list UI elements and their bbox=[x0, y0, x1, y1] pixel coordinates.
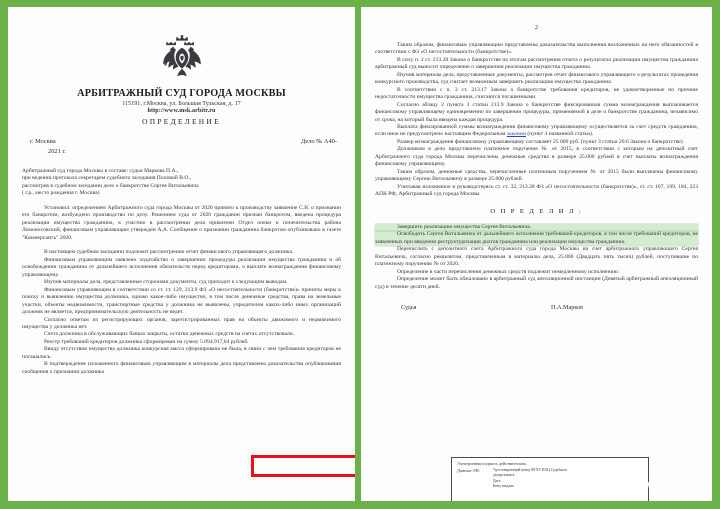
paragraph-text-before: Выплата фиксированной суммы вознаграждения финансовому управляющему осуществляется за счет средств гражданина, если иное не предусмотрено настоящим Федеральным bbox=[375, 123, 698, 138]
paragraph-registry-amount: Реестр требований кредиторов должника сформирован на сумму 5.094.917,64 рублей. bbox=[44, 338, 249, 345]
paragraph: Согласно ответам из регистрирующих органов, зарегистрированных прав на объекты движимого и недвижимого имущества у должника нет. bbox=[22, 316, 341, 330]
paragraph: Должником в дело представлено платежное поручение № от 2015, в соответствии с которым на депозитный счет Арбитражного суда города Москвы перечислены денежные средства в размере 25.000 рублей в счет выплаты вознаграждения финансовому управляющему. bbox=[375, 146, 698, 168]
document-page-2 bbox=[361, 7, 712, 501]
paragraph: Финансовым управляющим заявлено ходатайство о завершении процедуры реализации имущества гражданина и об освобождении гражданина от дальнейшего исполнения обязательств перед кредиторами, о выплате вознаграждения финансовому управляющему. bbox=[22, 256, 341, 278]
paragraph: ( г.р., место рождения г. Москва) bbox=[22, 190, 100, 197]
paragraph: В настоящем судебном заседании подлежит рассмотрению отчет финансового управляющего должника. bbox=[44, 249, 294, 256]
paragraph: Согласно абзацу 2 пункта 3 статьи 213.9 Закона о банкротстве фиксированная сумма вознаграждения выплачивается финансовому управляющему единовременно по завершении процедуры, применяемой в деле о банкротстве гражданина, независимо от срока, на который была введена каждая процедура. bbox=[375, 101, 698, 123]
esign-title: Электронная подпись действительна. bbox=[457, 461, 527, 466]
esign-line: департамента bbox=[493, 473, 515, 478]
document-page-1 bbox=[8, 7, 355, 501]
paragraph: Таким образом, денежные средства, перечисленные платежным поручением № от 2015 были выплачены финансовому управляющему Сергею Витальевичу в размере 25.000 рублей. bbox=[375, 168, 698, 183]
ruling-heading: О П Р Е Д Е Л И Л : bbox=[490, 207, 583, 215]
coat-of-arms-icon bbox=[8, 35, 355, 85]
page1-body bbox=[8, 168, 355, 376]
paragraph: Счета должника в обслуживающих банках закрыты, остатки денежных средств на счетах отсутствовали. bbox=[44, 331, 295, 338]
signature-name: П.А.Марков bbox=[551, 304, 584, 312]
case-meta-row bbox=[8, 138, 355, 145]
court-address: 115191, г.Москва, ул. Большая Тульская, д. 17 bbox=[122, 100, 241, 107]
esign-line: Кому выдана bbox=[493, 484, 514, 489]
document-kind: ОПРЕДЕЛЕНИЕ bbox=[142, 117, 221, 126]
signature-row bbox=[375, 304, 698, 311]
court-url: http://www.msk.arbitr.ru bbox=[147, 108, 216, 114]
paragraph: Размер вознаграждения финансовому управляющему составляет 25 000 руб. (пункт 3 статьи 20.6 Закона о банкротстве). bbox=[397, 138, 685, 145]
case-year: 2021 г. bbox=[48, 148, 66, 155]
page2-body bbox=[361, 42, 712, 312]
page-number: 2 bbox=[534, 24, 539, 31]
esign-values bbox=[493, 468, 567, 490]
paragraph: Перечислить с депозитного счета Арбитражного суда города Москвы на счет арбитражного управляющего Сергея Витальевича, согласно реквизитам, представленным в материалы дела, 25.000 (Двадцать пять тысяч) рублей, поступившие по платежному поручению № от 2020. bbox=[375, 246, 698, 268]
paragraph: В подтверждение изложенного финансовым управляющим в материалы дела представлены доказательства опубликования сообщения о признании должника bbox=[22, 361, 341, 375]
annotation-red-box-amount bbox=[251, 455, 355, 477]
paragraph: Учитывая изложенное и руководствуясь ст. ст. 32, 213.28 ФЗ «О несостоятельности (банкротстве)», ст. ст. 107, 109, 184, 223 АПК РФ, Арбитражный суд города Москвы bbox=[375, 183, 698, 198]
avito-watermark bbox=[600, 463, 708, 497]
paragraph: В силу п. 2 ст. 213.28 Закона о банкротстве по итогам рассмотрения отчета о результатах реализации имущества гражданина арбитражный суд выносит определение о завершении реализации имущества гражданина. bbox=[375, 56, 698, 71]
paragraph: при ведении протокола секретарем судебного заседания Поповой В.О., bbox=[22, 175, 192, 182]
case-number: Дело № А40- bbox=[300, 138, 337, 145]
esign-label: Данные ЭП: bbox=[457, 468, 480, 473]
paragraph: Изучив материалы дела, представленные сторонами документы, суд приходит к следующим выводам. bbox=[44, 279, 288, 286]
paragraph: Ввиду отсутствия имущества должника конкурсная масса сформирована не была, в связи с чем требования кредиторов не погашались. bbox=[22, 346, 341, 360]
paragraph: Финансовым управляющим в соответствии со ст. ст. 129, 213.9 ФЗ «О несостоятельности (банкротстве)» приняты меры к поиску и выявлению имущества должника, однако какое-либо имущество, в том числе денежные средства, права на земельные участки, объекты недвижимости, транспортные средства у должника не выявлены, учредителем каких-либо иных организаций должник не является, предпринимательскую деятельность не ведет. bbox=[22, 286, 341, 316]
frame-border-left bbox=[0, 0, 8, 509]
paragraph: Таким образом, финансовым управляющим представлены доказательства выполнения возложенных на него обязанностей в соответствии с ФЗ «О несостоятельности (банкротстве)». bbox=[375, 42, 698, 56]
esign-line: Удостоверяющий центр ФГБУ ИАЦ Судебного bbox=[493, 468, 568, 472]
city-label: г. Москва bbox=[30, 138, 56, 145]
signature-role: Судья bbox=[401, 304, 417, 312]
paragraph: Изучив материалы дела, представленные документы, рассмотрев отчет финансового управляющего о результатах проведения конкурсного производства, суд считает возможным завершить реализацию имущества гражданина. bbox=[375, 71, 698, 86]
paragraph: Определение может быть обжаловано в арбитражный суд апелляционной инстанции (Девятый арбитражный апелляционный суд) в течение десяти дней. bbox=[375, 276, 698, 290]
highlighted-paragraph-release-debtor: Освободить Сергея Витальевича от дальнейшего исполнения требований кредиторов, в том числе требований кредиторов, не заявленных при введении реструктуризации долгов гражданина или реализации имущества гражданина. bbox=[375, 231, 698, 245]
svg-text:Avito: Avito bbox=[633, 475, 682, 497]
paragraph-with-link bbox=[375, 124, 698, 139]
esign-line: Дата bbox=[493, 478, 501, 483]
paragraph: Установил: определением Арбитражного суда города Москвы от 2020 принято к производству заявление С.В. о признании его банкротом, возбуждено производство по делу. Решением суда от 2020 гражданин признан банкротом, введена процедура реализации имущества гражданина, к участию в рассмотрении дела привлечен Отдел опеки и попечительства района Ломоносовский, финансовым управляющим утвержден А.А. Сообщение о признании гражданина банкротом опубликовано в газете "Коммерсантъ" 2020. bbox=[22, 205, 341, 241]
paragraph: Арбитражный суд города Москвы в составе: судьи Маркова П.А., bbox=[22, 168, 179, 174]
paragraph: В соответствии с п. 3 ст. 213.17 Закона о банкротстве требования кредиторов, не удовлетворенные по причине недостаточности имущества гражданина, считаются погашенными. bbox=[375, 86, 698, 101]
court-title: АРБИТРАЖНЫЙ СУД ГОРОДА МОСКВЫ bbox=[77, 88, 286, 99]
paragraph: рассмотрев в судебном заседании дело о банкротстве Сергея Витальевича bbox=[22, 182, 199, 189]
paragraph: Определение в части перечисления денежных средств подлежит немедленному исполнению. bbox=[397, 268, 620, 275]
highlighted-paragraph-complete-realization: Завершить реализацию имущества Сергея Витальевича. bbox=[375, 224, 698, 231]
frame-border-right bbox=[712, 0, 720, 509]
law-link[interactable]: законом bbox=[506, 131, 526, 138]
paragraph-text-after: (пункт 4 названной статьи). bbox=[525, 131, 594, 138]
